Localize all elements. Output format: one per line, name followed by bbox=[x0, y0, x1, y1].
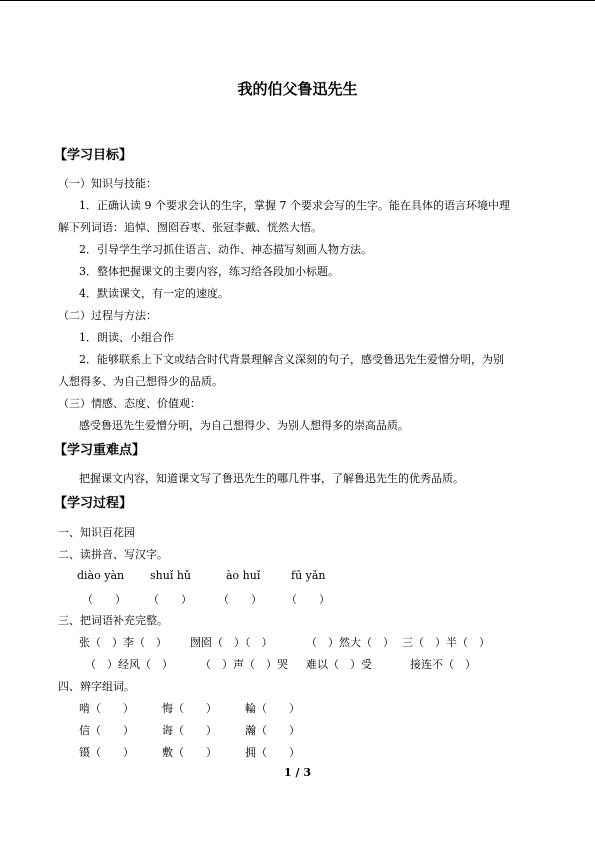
char-word-3-2: 敷（ ） bbox=[162, 746, 217, 759]
goal-2-1: 1．朗读、小组合作 bbox=[79, 331, 174, 344]
pinyin-4: fū yǎn bbox=[291, 569, 326, 582]
section-heading-key-points: 【学习重难点】 bbox=[54, 443, 146, 458]
fill-phrase-7: 难以（ ）受 bbox=[306, 658, 372, 671]
page-top-rule bbox=[0, 0, 595, 1]
process-item-2: 二、读拼音、写汉字。 bbox=[58, 548, 168, 561]
goal-3-1: 感受鲁迅先生爱憎分明，为自己想得少、为别人想得多的崇高品质。 bbox=[79, 419, 409, 432]
goal-1-1-line-a: 1．正确认读 9 个要求会认的生字，掌握 7 个要求会写的生字。能在具体的语言环境中理 bbox=[79, 199, 510, 212]
char-word-3-1: 镊（ ） bbox=[79, 746, 134, 759]
fill-phrase-3: （ ）然大（ ） bbox=[306, 636, 394, 649]
process-item-4: 四、辨字组词。 bbox=[58, 680, 135, 693]
char-word-3-3: 拥（ ） bbox=[245, 746, 300, 759]
fill-phrase-1: 张（ ）李（ ） bbox=[79, 636, 167, 649]
char-word-1-3: 輪（ ） bbox=[245, 702, 300, 715]
pinyin-2: shuǐ hǔ bbox=[150, 569, 191, 582]
goal-2-2-line-b: 人想得多、为自己想得少的品质。 bbox=[58, 375, 223, 388]
document-title: 我的伯父鲁迅先生 bbox=[237, 80, 358, 98]
section-heading-process: 【学习过程】 bbox=[54, 496, 133, 511]
char-word-2-1: 信（ ） bbox=[79, 724, 134, 737]
goal-1-1-line-b: 解下列词语：追悼、囫囵吞枣、张冠李戴、恍然大悟。 bbox=[58, 221, 322, 234]
process-item-3: 三、把词语补充完整。 bbox=[58, 614, 168, 627]
fill-phrase-5: （ ）经风（ ） bbox=[85, 658, 173, 671]
goal-1-4: 4．默读课文，有一定的速度。 bbox=[79, 287, 229, 300]
process-item-1: 一、知识百花园 bbox=[58, 526, 135, 539]
char-word-2-2: 诲（ ） bbox=[162, 724, 217, 737]
goal-group-3-heading: （三）情感、态度、价值观： bbox=[58, 397, 201, 410]
fill-phrase-6: （ ）声（ ）哭 bbox=[200, 658, 288, 671]
goal-group-1-heading: （一）知识与技能： bbox=[58, 177, 157, 190]
pinyin-answer-box-1[interactable]: （ ） bbox=[82, 593, 126, 606]
char-word-1-2: 悔（ ） bbox=[162, 702, 217, 715]
goal-1-2: 2．引导学生学习抓住语言、动作、神态描写刻画人物方法。 bbox=[79, 243, 372, 256]
section-heading-goals: 【学习目标】 bbox=[54, 148, 133, 163]
goal-group-2-heading: （二）过程与方法： bbox=[58, 309, 157, 322]
fill-phrase-4: 三（ ）半（ ） bbox=[402, 636, 490, 649]
fill-phrase-8: 接连不（ ） bbox=[410, 658, 476, 671]
pinyin-3: ào huǐ bbox=[226, 569, 261, 582]
pinyin-answer-box-2[interactable]: （ ） bbox=[148, 593, 192, 606]
goal-1-3: 3．整体把握课文的主要内容，练习给各段加小标题。 bbox=[79, 265, 339, 278]
goal-2-2-line-a: 2．能够联系上下文或结合时代背景理解含义深刻的句子，感受鲁迅先生爱憎分明，为别 bbox=[79, 353, 504, 366]
char-word-2-3: 瀚（ ） bbox=[245, 724, 300, 737]
page-number: 1 / 3 bbox=[284, 766, 311, 779]
pinyin-answer-box-3[interactable]: （ ） bbox=[218, 593, 262, 606]
char-word-1-1: 啃（ ） bbox=[79, 702, 134, 715]
pinyin-1: diào yàn bbox=[77, 569, 125, 582]
fill-phrase-2: 囫囵（ ）（ ） bbox=[190, 636, 273, 649]
pinyin-answer-box-4[interactable]: （ ） bbox=[286, 593, 330, 606]
key-points-text: 把握课文内容，知道课文写了鲁迅先生的哪几件事，了解鲁迅先生的优秀品质。 bbox=[79, 472, 464, 485]
